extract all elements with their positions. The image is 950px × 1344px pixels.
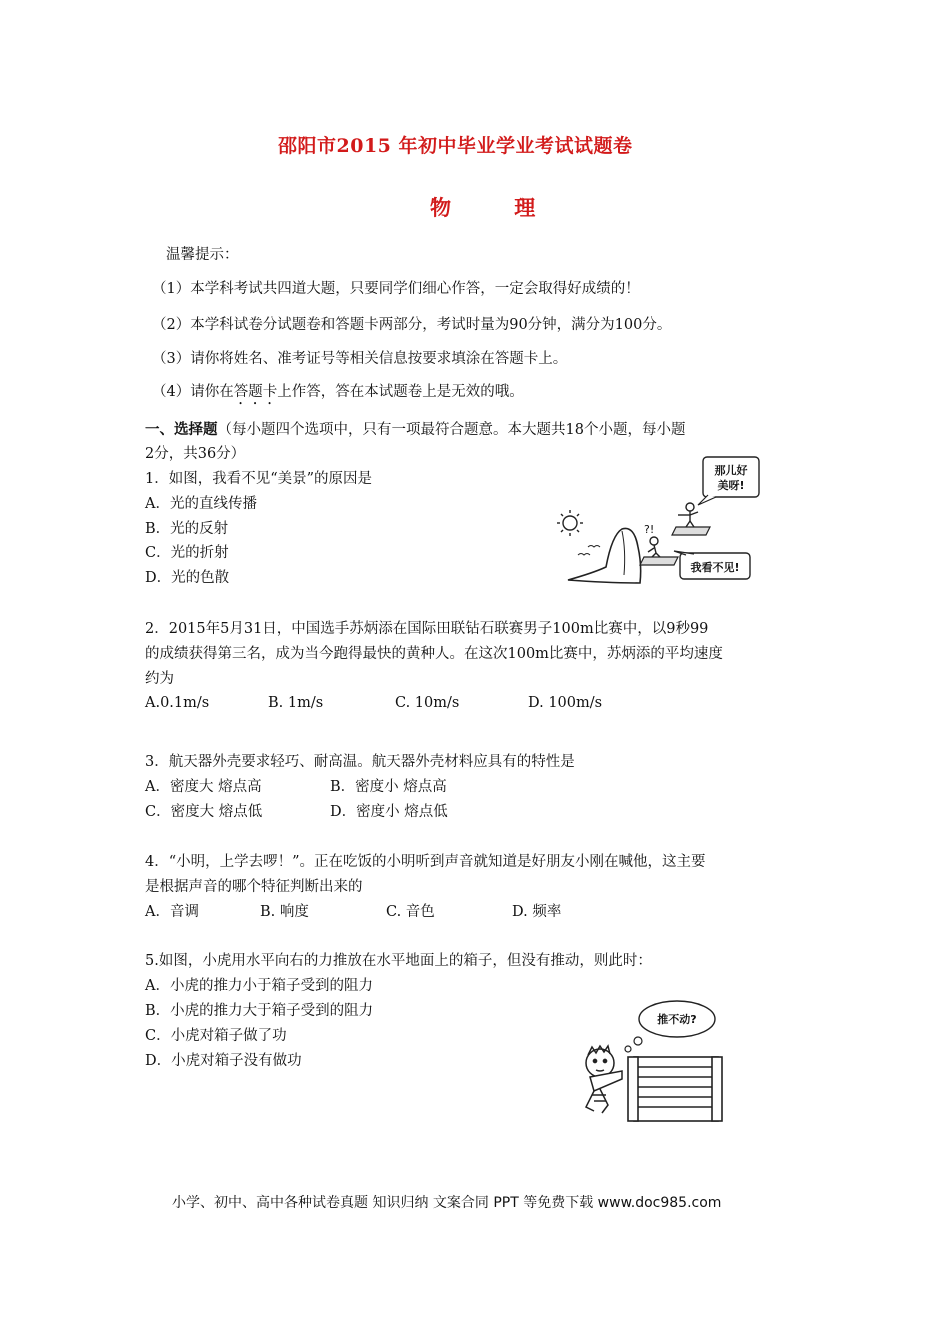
notice-item-4 (152, 382, 524, 408)
q3-option-c: C．密度大 熔点低 (145, 804, 263, 820)
crate-icon (628, 1057, 722, 1121)
q1-marks: ?! (644, 523, 655, 536)
q1-option-c: C．光的折射 (145, 545, 229, 561)
q4-option-a: A．音调 (145, 904, 199, 920)
q2-line-1: 2．2015年5月31日，中国选手苏炳添在国际田联钻石联赛男子100m比赛中，以9秒99 (145, 621, 709, 637)
q2-line-3: 约为 (145, 671, 174, 687)
q5-option-a: A．小虎的推力小于箱子受到的阻力 (145, 978, 373, 994)
notice-item-3: （3）请你将姓名、准考证号等相关信息按要求填涂在答题卡上。 (152, 351, 568, 367)
q2-option-a: A.0.1m/s (145, 695, 210, 711)
q4-option-b: B. 响度 (260, 904, 309, 920)
q4-line-2: 是根据声音的哪个特征判断出来的 (145, 879, 363, 895)
q2-line-2: 的成绩获得第三名，成为当今跑得最快的黄种人。在这次100m比赛中，苏炳添的平均速度 (145, 646, 723, 662)
q1-bubble-top-line2: 美呀! (717, 479, 745, 492)
q3-option-a: A．密度大 熔点高 (145, 779, 262, 795)
person-icon (678, 503, 698, 527)
q2-option-b: B. 1m/s (268, 695, 324, 711)
q1-stem: 1．如图，我看不见“美景”的原因是 (145, 471, 373, 487)
q5-bubble: 推不动? (657, 1013, 697, 1026)
q1-bubble-bottom: 我看不见! (690, 561, 740, 574)
q5-illustration (572, 995, 737, 1125)
q3-option-b: B．密度小 熔点高 (330, 779, 447, 795)
q2-option-c: C. 10m/s (395, 695, 460, 711)
q4-line-1: 4．“小明，上学去啰！”。正在吃饭的小明听到声音就知道是好朋友小刚在喊他，这主要 (145, 854, 706, 870)
sun-icon (557, 510, 583, 536)
q3-stem: 3．航天器外壳要求轻巧、耐高温。航天器外壳材料应具有的特性是 (145, 754, 575, 770)
notice-item-2: （2）本学科试卷分试题卷和答题卡两部分，考试时量为90分钟，满分为100分。 (152, 317, 672, 333)
q5-option-c: C．小虎对箱子做了功 (145, 1028, 287, 1044)
person-icon (648, 537, 660, 557)
q1-illustration (548, 455, 763, 595)
q5-stem: 5.如图，小虎用水平向右的力推放在水平地面上的箱子，但没有推动，则此时： (145, 953, 652, 969)
q4-option-c: C. 音色 (386, 904, 435, 920)
q4-option-d: D. 频率 (512, 904, 562, 920)
section-1-desc-2: 2分，共36分） (145, 446, 246, 462)
q1-option-a: A．光的直线传播 (145, 496, 257, 512)
notice-item-4-emphasis: 答题卡 (233, 384, 278, 400)
section-1-header (145, 420, 685, 440)
notice-item-4-prefix: （4）请你在 (152, 384, 234, 400)
q5-option-b: B．小虎的推力大于箱子受到的阻力 (145, 1003, 374, 1019)
q5-option-d: D．小虎对箱子没有做功 (145, 1053, 302, 1069)
section-1-desc: （每小题四个选项中，只有一项最符合题意。本大题共18个小题，每小题 (217, 422, 686, 438)
subject-title: 物 理 (430, 195, 564, 220)
boy-icon (586, 1046, 622, 1113)
q1-option-d: D．光的色散 (145, 570, 230, 586)
q2-option-d: D. 100m/s (528, 695, 603, 711)
exam-title: 邵阳市2015 年初中毕业学业考试试题卷 (278, 135, 633, 157)
q1-bubble-top-line1: 那儿好 (714, 464, 748, 477)
q3-option-d: D．密度小 熔点低 (330, 804, 448, 820)
notice-heading: 温馨提示： (166, 247, 239, 263)
notice-item-1: （1）本学科考试共四道大题，只要同学们细心作答，一定会取得好成绩的！ (152, 281, 640, 297)
notice-item-4-suffix: 上作答，答在本试题卷上是无效的哦。 (277, 384, 524, 400)
footer-text: 小学、初中、高中各种试卷真题 知识归纳 文案合同 PPT 等免费下载 www.doc985.com (172, 1195, 722, 1211)
q1-option-b: B．光的反射 (145, 521, 229, 537)
section-1-label: 一、选择题 (145, 421, 218, 438)
